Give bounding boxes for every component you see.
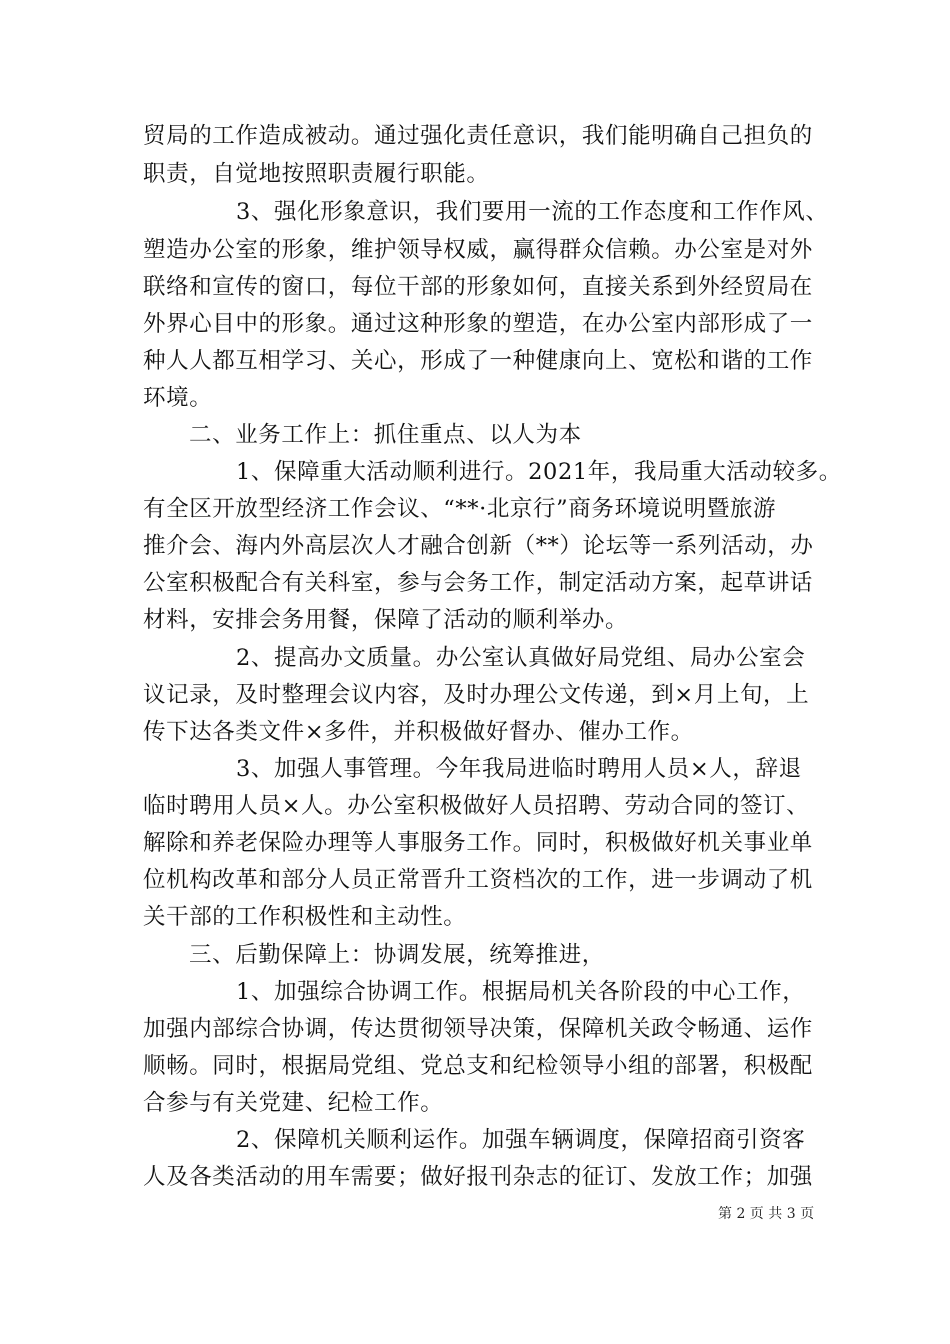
text-line: 加强内部综合协调，传达贯彻领导决策，保障机关政令畅通、运作 — [143, 1016, 813, 1042]
text-line: 职责，自觉地按照职责履行职能。 — [143, 161, 490, 187]
text-line: 联络和宣传的窗口，每位干部的形象如何，直接关系到外经贸局在 — [143, 274, 813, 300]
text-line: 环境。 — [143, 385, 213, 411]
text-line: 人及各类活动的用车需要；做好报刊杂志的征订、发放工作；加强 — [143, 1164, 813, 1190]
section-heading: 三、后勤保障上：协调发展，统筹推进， — [189, 942, 605, 968]
text-line: 有全区开放型经济工作会议、“**·北京行”商务环境说明暨旅游 — [143, 496, 777, 522]
text-line: 外界心目中的形象。通过这种形象的塑造，在办公室内部形成了一 — [143, 311, 813, 337]
text-line: 1、加强综合协调工作。根据局机关各阶段的中心工作， — [236, 979, 806, 1005]
text-line: 合参与有关党建、纪检工作。 — [143, 1090, 444, 1116]
text-line: 材料，安排会务用餐，保障了活动的顺利举办。 — [143, 607, 629, 633]
text-line: 2、保障机关顺利运作。加强车辆调度，保障招商引资客 — [236, 1127, 806, 1153]
text-line: 顺畅。同时，根据局党组、党总支和纪检领导小组的部署，积极配 — [143, 1053, 813, 1079]
text-line: 贸局的工作造成被动。通过强化责任意识，我们能明确自己担负的 — [143, 123, 813, 149]
text-line: 临时聘用人员×人。办公室积极做好人员招聘、劳动合同的签订、 — [143, 793, 810, 819]
text-line: 1、保障重大活动顺利进行。2021年，我局重大活动较多。 — [236, 459, 842, 485]
text-line: 3、强化形象意识，我们要用一流的工作态度和工作作风、 — [236, 199, 829, 225]
text-line: 3、加强人事管理。今年我局进临时聘用人员×人，辞退 — [236, 756, 802, 782]
text-line: 传下达各类文件×多件，并积极做好督办、催办工作。 — [143, 719, 694, 745]
text-line: 塑造办公室的形象，维护领导权威，赢得群众信赖。办公室是对外 — [143, 237, 813, 263]
page-number: 第 2 页 共 3 页 — [718, 1206, 815, 1222]
section-heading: 二、业务工作上：抓住重点、以人为本 — [189, 422, 582, 448]
text-line: 公室积极配合有关科室，参与会务工作，制定活动方案，起草讲话 — [143, 570, 813, 596]
text-line: 种人人都互相学习、关心，形成了一种健康向上、宽松和谐的工作 — [143, 348, 813, 374]
text-line: 推介会、海内外高层次人才融合创新（**）论坛等一系列活动，办 — [143, 533, 814, 559]
text-line: 2、提高办文质量。办公室认真做好局党组、局办公室会 — [236, 645, 806, 671]
text-line: 位机构改革和部分人员正常晋升工资档次的工作，进一步调动了机 — [143, 867, 813, 893]
text-line: 关干部的工作积极性和主动性。 — [143, 904, 467, 930]
text-line: 议记录，及时整理会议内容，及时办理公文传递，到×月上旬，上 — [143, 682, 810, 708]
text-line: 解除和养老保险办理等人事服务工作。同时，积极做好机关事业单 — [143, 830, 813, 856]
